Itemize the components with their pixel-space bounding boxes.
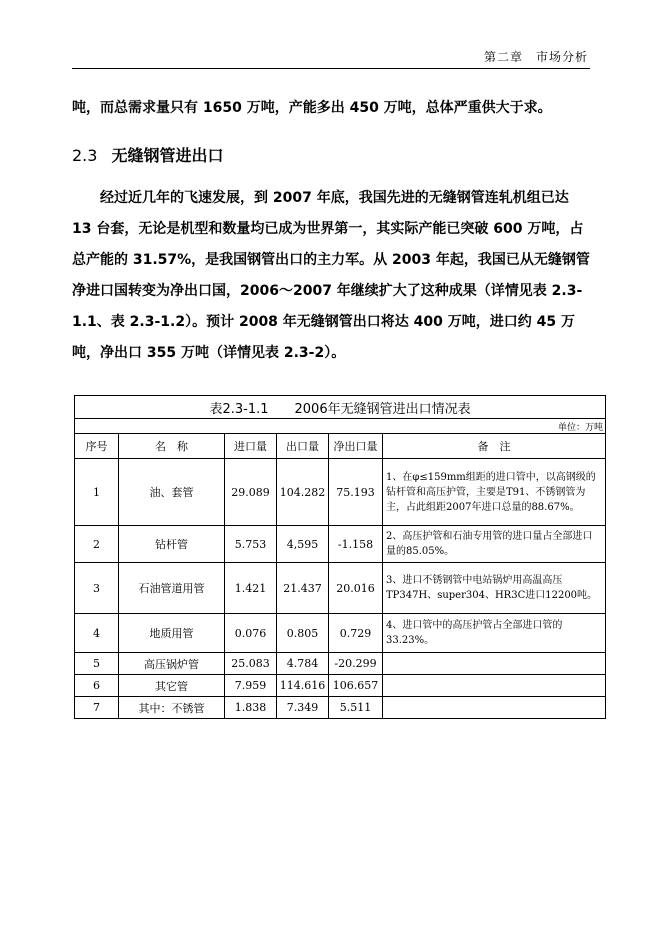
cell-index: 4: [75, 614, 119, 653]
cell-net-export: -1.158: [329, 526, 383, 563]
cell-export: 114.616: [277, 675, 329, 697]
cell-note-empty: [383, 675, 606, 697]
cell-note: 4、进口管中的高压护管占全部进口管的33.23%。: [383, 614, 606, 653]
paragraph-continuation: 吨，而总需求量只有 1650 万吨，产能多出 450 万吨，总体严重供大于求。: [72, 100, 552, 116]
cell-index: 2: [75, 526, 119, 563]
cell-note: 1、在φ≤159mm组距的进口管中，以高钢级的钻杆管和高压护管，主要是T91、不锈钢管为主，占此组距2007年进口总量的88.67%。: [383, 459, 606, 526]
cell-net-export: 0.729: [329, 614, 383, 653]
table-header-row: [75, 434, 606, 459]
table-unit: 单位：万吨: [75, 419, 606, 434]
table-row: [75, 653, 606, 675]
col-header-net-export: 净出口量: [329, 434, 383, 459]
cell-import: 7.959: [225, 675, 277, 697]
cell-import: 0.076: [225, 614, 277, 653]
col-header-export: 出口量: [277, 434, 329, 459]
cell-export: 4.784: [277, 653, 329, 675]
cell-note-empty: [383, 653, 606, 675]
cell-name: 其中：不锈管: [119, 697, 225, 719]
cell-name: 高压锅炉管: [119, 653, 225, 675]
cell-import: 25.083: [225, 653, 277, 675]
cell-import: 5.753: [225, 526, 277, 563]
col-header-notes: 备 注: [383, 434, 606, 459]
cell-net-export: 75.193: [329, 459, 383, 526]
cell-net-export: 5.511: [329, 697, 383, 719]
cell-name: 其它管: [119, 675, 225, 697]
table-title: 表2.3-1.1 2006年无缝钢管进出口情况表: [75, 396, 606, 419]
cell-export: 7.349: [277, 697, 329, 719]
cell-index: 6: [75, 675, 119, 697]
cell-net-export: 106.657: [329, 675, 383, 697]
cell-export: 21.437: [277, 563, 329, 614]
cell-name: 钻杆管: [119, 526, 225, 563]
chapter-label: 第二章 市场分析: [483, 50, 588, 64]
table-row: [75, 563, 606, 614]
table-row: [75, 614, 606, 653]
cell-name: 石油管道用管: [119, 563, 225, 614]
cell-note: 3、进口不锈钢管中电站锅炉用高温高压TP347H、super304、HR3C进口12200吨。: [383, 563, 606, 614]
table-row: [75, 459, 606, 526]
cell-export: 104.282: [277, 459, 329, 526]
section-title: 无缝钢管进出口: [111, 146, 224, 165]
col-header-import: 进口量: [225, 434, 277, 459]
col-header-index: 序号: [75, 434, 119, 459]
import-export-table: [74, 395, 606, 719]
cell-name: 地质用管: [119, 614, 225, 653]
import-export-table-container: [74, 395, 605, 719]
section-heading: [72, 140, 592, 171]
cell-export: 0.805: [277, 614, 329, 653]
section-number: 2.3: [72, 146, 98, 165]
cell-note: 2、高压护管和石油专用管的进口量占全部进口量的85.05%。: [383, 526, 606, 563]
cell-import: 29.089: [225, 459, 277, 526]
cell-name: 油、套管: [119, 459, 225, 526]
body-paragraph: 经过近几年的飞速发展，到 2007 年底，我国先进的无缝钢管连轧机组已达 13 台套，无论是机型和数量均已成为世界第一，其实际产能已突破 600 万吨，占总产能的 31.57%，是我国钢管出口的主力军。从 2003 年起，我国已从无缝钢管净进口国转变为净出口国，2006～2007 年继续扩大了这种成果（详情见表 2.3-1.1、表 2.3-1.2）。预计 2008 年无缝钢管出口将达 400 万吨，进口约 45 万吨，净出口 355 万吨（详情见表 2.3-2）。: [72, 190, 590, 361]
table-row: [75, 675, 606, 697]
cell-net-export: -20.299: [329, 653, 383, 675]
cell-note-empty: [383, 697, 606, 719]
page-header: [72, 46, 590, 69]
cell-index: 3: [75, 563, 119, 614]
cell-import: 1.421: [225, 563, 277, 614]
cell-index: 1: [75, 459, 119, 526]
table-row: [75, 697, 606, 719]
table-row: [75, 526, 606, 563]
cell-import: 1.838: [225, 697, 277, 719]
col-header-name: 名 称: [119, 434, 225, 459]
cell-index: 5: [75, 653, 119, 675]
cell-export: 4,595: [277, 526, 329, 563]
cell-net-export: 20.016: [329, 563, 383, 614]
cell-index: 7: [75, 697, 119, 719]
